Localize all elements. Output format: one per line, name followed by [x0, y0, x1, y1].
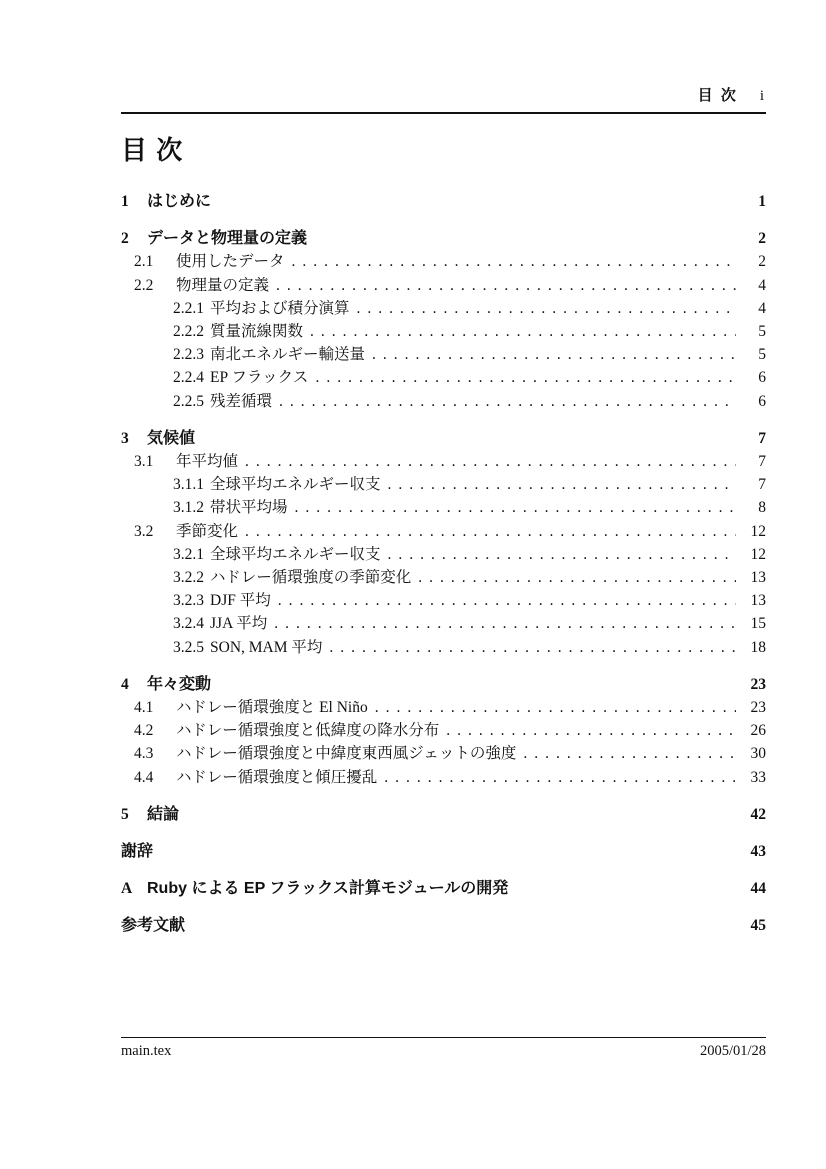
entry-page: 4: [758, 299, 766, 317]
toc-entry: [173, 496, 766, 519]
entry-number: 3.2: [134, 522, 154, 540]
toc-entry: [173, 566, 766, 589]
entry-page: 13: [750, 592, 766, 610]
toc-entry: [121, 427, 766, 450]
entry-number: 3.2.2: [173, 569, 204, 587]
entry-page: 33: [750, 768, 766, 786]
entry-title: はじめに: [147, 193, 212, 210]
entry-page: 15: [750, 615, 766, 633]
entry-page: 23: [750, 675, 766, 693]
entry-page: 7: [758, 429, 766, 447]
entry-number: 2.2.5: [173, 392, 204, 410]
dot-leader: [218, 673, 736, 696]
dot-leader: [523, 742, 736, 765]
entry-page: 13: [750, 569, 766, 587]
entry-number: 2.2.3: [173, 346, 204, 364]
entry-title: ハドレー循環強度と傾圧擾乱: [176, 768, 378, 786]
dot-leader: [375, 696, 736, 719]
entry-title: JJA 平均: [210, 615, 268, 633]
dot-leader: [388, 473, 736, 496]
dot-leader: [192, 914, 736, 937]
entry-page: 26: [750, 722, 766, 740]
dot-leader: [278, 589, 736, 612]
entry-number: 3.2.5: [173, 638, 204, 656]
toc-entry: [121, 190, 766, 213]
entry-page: 30: [750, 745, 766, 763]
entry-number: 4.2: [134, 722, 154, 740]
entry-number: 2.2.1: [173, 299, 204, 317]
dot-leader: [418, 566, 736, 589]
entry-title: 物理量の定義: [176, 276, 270, 294]
dot-leader: [372, 343, 736, 366]
toc-entry: [134, 742, 766, 765]
toc-entry: [134, 274, 766, 297]
entry-number: 2: [121, 230, 129, 248]
running-header-page-number: i: [759, 88, 764, 104]
entry-page: 12: [750, 522, 766, 540]
toc-page-title: 目 次: [121, 135, 184, 165]
table-of-contents: [121, 176, 766, 938]
entry-page: 5: [758, 346, 766, 364]
dot-leader: [218, 190, 736, 213]
entry-number: A: [121, 880, 133, 898]
entry-page: 5: [758, 323, 766, 341]
entry-number: 3.1: [134, 453, 154, 471]
entry-number: 4.4: [134, 768, 154, 786]
entry-title: ハドレー循環強度と中緯度東西風ジェットの強度: [176, 745, 517, 763]
dot-leader: [515, 877, 736, 900]
entry-title: 季節変化: [176, 522, 239, 540]
entry-page: 43: [750, 843, 766, 861]
entry-page: 45: [750, 917, 766, 935]
dot-leader: [315, 366, 736, 389]
entry-title: EP フラックス: [210, 369, 309, 387]
dot-leader: [160, 840, 736, 863]
entry-number: 2.2: [134, 276, 154, 294]
toc-entry: [173, 343, 766, 366]
entry-page: 23: [750, 699, 766, 717]
entry-title: 全球平均エネルギー収支: [210, 545, 381, 563]
entry-title: ハドレー循環強度の季節変化: [210, 569, 412, 587]
entry-page: 42: [750, 805, 766, 823]
running-header-title: 目 次: [697, 87, 738, 104]
entry-page: 6: [758, 392, 766, 410]
dot-leader: [329, 636, 736, 659]
dot-leader: [245, 520, 736, 543]
dot-leader: [245, 450, 736, 473]
entry-number: 3.1.1: [173, 476, 204, 494]
entry-page: 2: [758, 253, 766, 271]
toc-entry: [173, 612, 766, 635]
page-footer: [121, 1037, 766, 1060]
entry-page: 44: [750, 880, 766, 898]
entry-number: 5: [121, 805, 129, 823]
entry-number: 4.1: [134, 699, 154, 717]
toc-entry: [173, 636, 766, 659]
dot-leader: [388, 543, 736, 566]
entry-page: 8: [758, 499, 766, 517]
toc-entry: [134, 250, 766, 273]
dot-leader: [292, 250, 736, 273]
entry-page: 1: [758, 193, 766, 210]
dot-leader: [310, 320, 736, 343]
dot-leader: [274, 612, 736, 635]
toc-entry: [173, 543, 766, 566]
toc-entry: [134, 766, 766, 789]
entry-number: 4: [121, 675, 129, 693]
dot-leader: [202, 427, 736, 450]
toc-entry: [121, 803, 766, 826]
toc-entry: [121, 877, 766, 900]
toc-entry: [173, 589, 766, 612]
entry-number: 3.2.4: [173, 615, 204, 633]
entry-page: 4: [758, 276, 766, 294]
entry-title: 全球平均エネルギー収支: [210, 476, 381, 494]
entry-title: 南北エネルギー輸送量: [210, 346, 366, 364]
entry-page: 7: [758, 476, 766, 494]
dot-leader: [357, 297, 736, 320]
toc-entry: [121, 914, 766, 937]
entry-title: 質量流線関数: [210, 323, 304, 341]
entry-page: 12: [750, 545, 766, 563]
dot-leader: [384, 766, 736, 789]
entry-title: 残差循環: [210, 392, 273, 410]
entry-title: 使用したデータ: [176, 253, 285, 271]
entry-page: 7: [758, 453, 766, 471]
page-header: [121, 84, 766, 114]
entry-page: 6: [758, 369, 766, 387]
toc-entry: [173, 297, 766, 320]
entry-number: 3.2.1: [173, 545, 204, 563]
entry-page: 2: [758, 230, 766, 248]
entry-title: 年々変動: [147, 675, 212, 693]
entry-title: DJF 平均: [210, 592, 271, 610]
toc-entry: [173, 390, 766, 413]
toc-entry: [121, 840, 766, 863]
entry-number: 4.3: [134, 745, 154, 763]
toc-entry: [134, 450, 766, 473]
toc-entry: [134, 696, 766, 719]
entry-title: 平均および積分演算: [210, 299, 350, 317]
toc-entry: [121, 227, 766, 250]
dot-leader: [314, 227, 736, 250]
entry-number: 2.2.2: [173, 323, 204, 341]
toc-entry: [121, 673, 766, 696]
dot-leader: [279, 390, 736, 413]
dot-leader: [276, 274, 736, 297]
entry-title: 参考文献: [121, 917, 186, 935]
entry-title: SON, MAM 平均: [210, 638, 323, 656]
entry-number: 1: [121, 193, 129, 210]
entry-number: 3.2.3: [173, 592, 204, 610]
entry-page: 18: [750, 638, 766, 656]
footer-date: 2005/01/28: [699, 1043, 766, 1059]
entry-title: 謝辞: [121, 843, 154, 861]
toc-entry: [134, 719, 766, 742]
entry-title: 帯状平均場: [210, 499, 288, 517]
toc-entry: [173, 473, 766, 496]
toc-entry: [173, 366, 766, 389]
entry-title: 結論: [147, 805, 180, 823]
entry-title: データと物理量の定義: [147, 230, 308, 248]
footer-filename: main.tex: [121, 1043, 172, 1059]
entry-number: 3.1.2: [173, 499, 204, 517]
entry-title: ハドレー循環強度と低緯度の降水分布: [176, 722, 440, 740]
toc-entry: [134, 520, 766, 543]
entry-title: Ruby による EP フラックス計算モジュールの開発: [147, 880, 509, 898]
dot-leader: [295, 496, 736, 519]
toc-entry: [173, 320, 766, 343]
entry-number: 2.2.4: [173, 369, 204, 387]
dot-leader: [186, 803, 736, 826]
entry-number: 2.1: [134, 253, 154, 271]
entry-number: 3: [121, 429, 129, 447]
dot-leader: [446, 719, 736, 742]
entry-title: 気候値: [147, 429, 196, 447]
entry-title: 年平均値: [176, 453, 239, 471]
entry-title: ハドレー循環強度と El Niño: [176, 699, 368, 717]
